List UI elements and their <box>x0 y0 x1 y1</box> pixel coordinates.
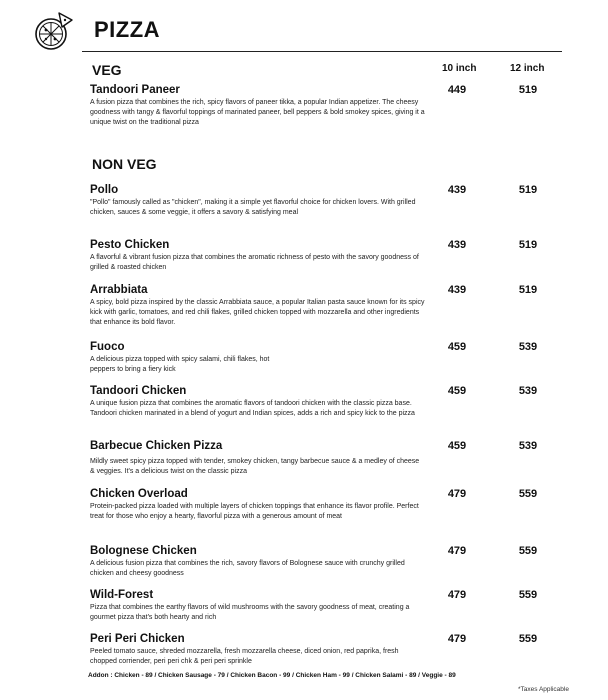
item-description: Peeled tomato sauce, shreded mozzarella, fresh mozzarella cheese, diced onion, red paprika, fresh chopped corriender, peri peri chk & peri peri sprinkle <box>90 648 399 665</box>
price-12-inch: 539 <box>518 385 538 397</box>
price-12-inch: 559 <box>518 633 538 645</box>
item-name: Barbecue Chicken Pizza <box>90 440 223 452</box>
menu-item-pollo <box>90 184 590 218</box>
menu-item-tandoori-chicken <box>90 385 590 419</box>
price-10-inch: 479 <box>447 545 467 557</box>
item-description: A fusion pizza that combines the rich, spicy flavors of paneer tikka, a popular Indian appetizer. The cheesy goodness with tangy & flavorful toppings of marinated paneer, bell peppers & bold smokey spices, giving it a unique twist on the traditional pizza <box>90 99 425 126</box>
price-12-inch: 539 <box>518 341 538 353</box>
price-12-inch: 519 <box>518 239 538 251</box>
item-description: A flavorful & vibrant fusion pizza that combines the aromatic richness of pesto with the savory goodness of grilled & roasted chicken <box>90 254 419 271</box>
item-description: "Pollo" famously called as "chicken", making it a simple yet flavorful choice for chicken lovers. With grilled chicken, sauces & some veggie, it offers a savory & satisfying meal <box>90 199 416 216</box>
item-name: Chicken Overload <box>90 488 188 500</box>
item-name: Arrabbiata <box>90 284 148 296</box>
item-name: Fuoco <box>90 341 125 353</box>
section-title-veg: VEG <box>92 62 122 78</box>
item-name: Tandoori Chicken <box>90 385 187 397</box>
column-header-10-inch: 10 inch <box>442 63 477 74</box>
column-header-12-inch: 12 inch <box>510 63 545 74</box>
price-12-inch: 519 <box>518 184 538 196</box>
section-title-non-veg: NON VEG <box>92 156 157 172</box>
price-10-inch: 479 <box>447 633 467 645</box>
item-name: Peri Peri Chicken <box>90 633 185 645</box>
price-10-inch: 479 <box>447 488 467 500</box>
price-10-inch: 439 <box>447 184 467 196</box>
item-name: Tandoori Paneer <box>90 84 180 96</box>
taxes-note: *Taxes Applicable <box>518 686 569 693</box>
price-12-inch: 559 <box>518 589 538 601</box>
item-description: Mildly sweet spicy pizza topped with tender, smokey chicken, tangy barbecue sauce & a medley of cheese & veggies. It's a delicious twist on the classic pizza <box>90 458 420 475</box>
item-description: Protein-packed pizza loaded with multiple layers of chicken toppings that enhance its flavor profile. Perfect treat for those who enjoy a hearty, flavorful pizza with a generous amount of meat <box>90 503 419 520</box>
price-10-inch: 449 <box>447 84 467 96</box>
menu-item-tandoori-paneer <box>90 84 590 128</box>
item-name: Bolognese Chicken <box>90 545 197 557</box>
menu-item-peri-peri-chicken <box>90 633 590 667</box>
item-description: Pizza that combines the earthy flavors of wild mushrooms with the savory goodness of meat, creating a gourmet pizza that's both hearty and rich <box>90 604 410 621</box>
price-10-inch: 459 <box>447 385 467 397</box>
page-title: PIZZA <box>94 17 161 42</box>
price-10-inch: 439 <box>447 239 467 251</box>
price-12-inch: 539 <box>518 440 538 452</box>
item-description: A delicious pizza topped with spicy salami, chili flakes, hot peppers to bring a fiery kick <box>90 356 270 373</box>
menu-item-arrabbiata <box>90 284 590 328</box>
price-12-inch: 559 <box>518 488 538 500</box>
item-description: A delicious fusion pizza that combines the rich, savory flavors of Bolognese sauce with crunchy grilled chicken and cheesy goodness <box>90 560 405 577</box>
price-12-inch: 519 <box>518 284 538 296</box>
menu-item-fuoco <box>90 341 590 375</box>
item-name: Wild-Forest <box>90 589 154 601</box>
price-12-inch: 519 <box>518 84 538 96</box>
menu-item-barbecue-chicken-pizza <box>90 440 590 477</box>
item-description: A unique fusion pizza that combines the aromatic flavors of tandoori chicken with the classic pizza base. Tandoori chicken marinated in a blend of yogurt and Indian spices, adds a rich and spicy kick to the pizza <box>90 400 415 417</box>
menu-item-bolognese-chicken <box>90 545 590 579</box>
price-10-inch: 459 <box>447 341 467 353</box>
menu-item-wild-forest <box>90 589 590 623</box>
price-10-inch: 439 <box>447 284 467 296</box>
price-10-inch: 479 <box>447 589 467 601</box>
item-name: Pesto Chicken <box>90 239 170 251</box>
title-divider <box>82 51 562 52</box>
menu-item-chicken-overload <box>90 488 590 522</box>
price-10-inch: 459 <box>447 440 467 452</box>
item-name: Pollo <box>90 184 119 196</box>
addon-list: Addon : Chicken - 89 / Chicken Sausage - 79 / Chicken Bacon - 99 / Chicken Ham - 99 / Chicken Salami - 89 / Veggie - 89 <box>88 672 456 679</box>
item-description: A spicy, bold pizza inspired by the classic Arrabbiata sauce, a popular Italian pasta sauce known for its spicy kick with garlic, tomatoes, and red chili flakes, grilled chicken topped with mozzarella and other ingredients that enhance its bold flavor. <box>90 299 425 326</box>
pizza-slice-icon <box>32 10 74 52</box>
price-12-inch: 559 <box>518 545 538 557</box>
menu-item-pesto-chicken <box>90 239 590 273</box>
